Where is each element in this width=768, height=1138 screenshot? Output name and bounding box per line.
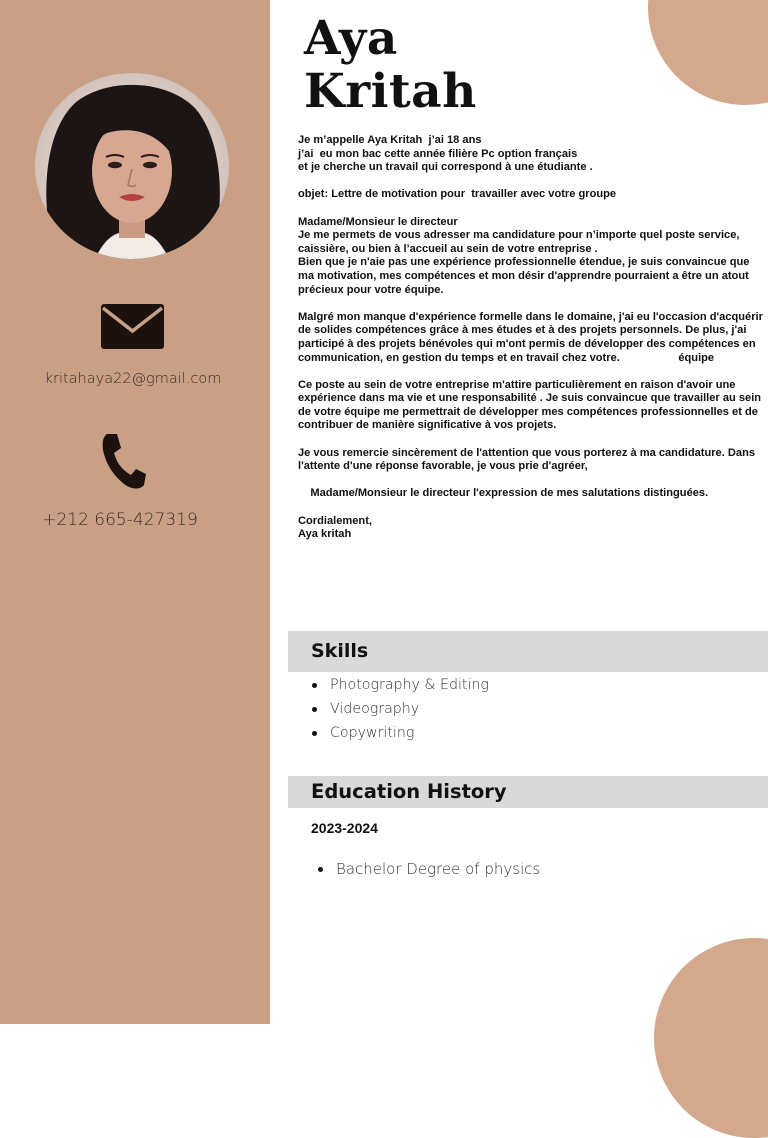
- letter-intro-line: Je m’appelle Aya Kritah j’ai 18 ans: [298, 134, 482, 146]
- decorative-circle-bottom: [654, 938, 768, 1138]
- first-name: Aya: [304, 11, 398, 66]
- letter-intro-line: j’ai eu mon bac cette année filière Pc option français: [298, 147, 578, 160]
- skill-item: Photography & Editing: [312, 675, 489, 699]
- skill-item: Videography: [312, 699, 489, 723]
- last-name: Kritah: [304, 64, 477, 119]
- education-title: Education History: [311, 780, 507, 803]
- letter-signoff: Cordialement,: [298, 514, 372, 527]
- decorative-circle-top: [648, 0, 768, 105]
- letter-paragraph: Malgré mon manque d'expérience formelle dans le domaine, j'ai eu l'occasion d'acquérir de solides compétences grâce à mes études et à des projets personnels. De plus, j'ai participé à des projets bénévoles qui m'ont permis de développer des compétences en communication, en gestion du temps et en travail chez votre. équipe: [298, 310, 767, 364]
- education-item: Bachelor Degree of physics: [318, 859, 540, 883]
- motivation-letter: [298, 134, 767, 542]
- letter-signature: Aya kritah: [298, 528, 352, 541]
- mail-icon: [101, 304, 164, 349]
- phone-icon: [101, 432, 147, 490]
- letter-salutation: Madame/Monsieur le directeur: [298, 215, 458, 228]
- letter-object: objet: Lettre de motivation pour travailler avec votre groupe: [298, 188, 617, 201]
- skills-title: Skills: [311, 640, 369, 662]
- education-list: [318, 859, 540, 883]
- letter-paragraph: Je me permets de vous adresser ma candidature pour n’importe quel poste service, caissière, ou bien à l’accueil au sein de votre entreprise . Bien que je n'aie pas une expérience professionnelle étendue, je suis convaincue que ma motivation, mes compétences et mon désir d'apprendre pourraient a être un atout précieux pour votre équipe.: [298, 229, 750, 296]
- full-name: [304, 12, 477, 118]
- profile-photo: [35, 73, 229, 259]
- letter-closing: Madame/Monsieur le directeur l'expression de mes salutations distinguées.: [298, 487, 709, 500]
- education-year: 2023-2024: [311, 820, 378, 836]
- skill-item: Copywriting: [312, 723, 489, 747]
- letter-paragraph: Je vous remercie sincèrement de l'attention que vous porterez à ma candidature. Dans l'attente d'une réponse favorable, je vous prie d'agréer,: [298, 446, 759, 473]
- skills-list: [312, 675, 489, 747]
- phone-number[interactable]: +212 665-427319: [42, 510, 198, 530]
- letter-paragraph: Ce poste au sein de votre entreprise m'attire particulièrement en raison d'avoir une expérience dans ma vie et une responsabilité . Je suis convaincue que travailler au sein de votre équipe me permettrait de développer mes compétences professionnelles et de contribuer de manière significative à vos projets.: [298, 378, 765, 432]
- letter-intro-line: et je cherche un travail qui correspond à une étudiante .: [298, 161, 593, 174]
- email-address[interactable]: kritahaya22@gmail.com: [44, 371, 222, 387]
